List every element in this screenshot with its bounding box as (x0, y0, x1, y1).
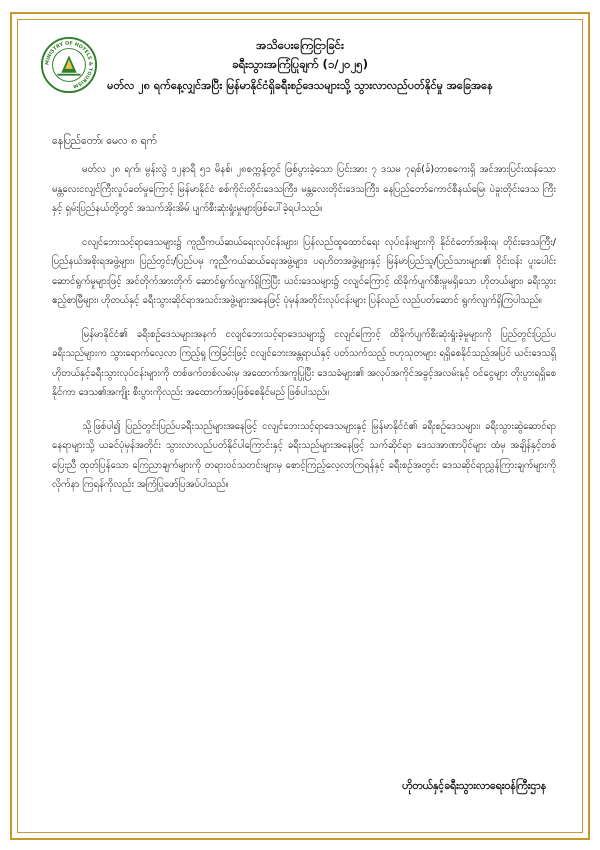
issuer-signature: ဟိုတယ်နှင့်ခရီးသွားလာရေးဝန်ကြီးဌာန (402, 780, 546, 792)
paragraph: မြန်မာနိုင်ငံ၏ ခရီးစဉ်ဒေသများအနက် ငလျင်ဘေးသင့်ရာဒေသများ၌ ငလျင်ကြောင့် ထိခိုက်ပျက်စီးဆုံးရှုံးခဲ့မှုများကို ပြည်တွင်းပြည်ပခရီးသည်များက သွားရောက်လေ့လာ ကြည့်ရှု ကြခြင်းဖြင့် ငလျင်ဘေးအန္တရာယ်နှင့် ပတ်သက်သည့် ဗဟုသုတများ ရရှိစေနိုင်သည့်အပြင် ယင်းဒေသရှိ ဟိုတယ်နှင့်ခရီးသွားလုပ်ငန်းများကို တစ်ဖက်တစ်လမ်းမှ အထောက်အကူပြုပြီး ဒေသခံများ၏ အလုပ်အကိုင်အခွင့်အလမ်းနှင့် ဝင်ငွေများ တိုးပွားရရှိစေနိုင်ကာ ဒေသ၏အကျိုး စီးပွားကိုလည်း အထောက်အပံ့ဖြစ်စေနိုင်မည် ဖြစ်ပါသည်။ (52, 328, 556, 398)
dateline: နေပြည်တော်၊ မေလ ၈ ရက် (52, 135, 157, 147)
paragraph: မတ်လ ၂၈ ရက်၊ မွန်းလွဲ ၁၂နာရီ ၅၁ မိနစ်၊ ၂၈စက္ကန့်တွင် ဖြစ်ပွားခဲ့သော ပြင်းအား ၇ ဒသမ ၇ရစ်(ခ်)တာစကေးရှိ အင်အားပြင်းထန်သော မန္တလေးငလျင်ကြီးလှုပ်ခတ်မှုကြောင့် မြန်မာနိုင်ငံ စစ်ကိုင်းတိုင်းဒေသကြီး၊ မန္တလေးတိုင်းဒေသကြီး၊ နေပြည်တော်ကောင်စီနယ်မြေ၊ ပဲခူးတိုင်းဒေသ ကြီးနှင့် ရှမ်းပြည်နယ်တို့တွင် အသက်အိုးအိမ် ပျက်စီးဆုံးရှုံးမှုများဖြစ်ပေါ်ခဲ့ရပါသည်။ (52, 164, 556, 214)
document-headline: မတ်လ ၂၈ ရက်နေ့လျှင်အပြီး မြန်မာနိုင်ငံရှိခရီးစဉ်ဒေသများသို့ သွားလာလည်ပတ်နိုင်မှု အခြေအနေ (107, 79, 493, 92)
paragraph: ငလျင်ဘေးသင့်ရာဒေသများ၌ ကူညီကယ်ဆယ်ရေးလုပ်ငန်းများ၊ ပြန်လည်ထူထောင်ရေး လုပ်ငန်းများကို နိုင်ငံတော်အစိုးရ၊ တိုင်းဒေသကြီး/ပြည်နယ်အစိုးရအဖွဲ့များ၊ ပြည်တွင်း/ပြည်ပမှ ကူညီကယ်ဆယ်ရေးအဖွဲ့များ၊ ပရဟိတအဖွဲ့များနှင့် မြန်မာပြည်သူ/ပြည်သားများ၏ ဝိုင်းဝန်း ပူးပေါင်းဆောင်ရွက်မှုများဖြင့် အင်တိုက်အားတိုက် ဆောင်ရွက်လျက်ရှိကြပြီး ယင်းဒေသများ၌ ငလျင်ကြောင့် ထိခိုက်ပျက်စီးမှုမရှိသော ဟိုတယ်များ၊ ခရီးသွားဧည့်စာမြီများ၊ ဟိုတယ်နှင့် ခရီးသွားဆိုင်ရာအသင်းအဖွဲ့များအနေဖြင့် ပုံမှန်အတိုင်းလုပ်ငန်းများ ပြန်လည် လည်ပတ်ဆောင် ရွက်လျက်ရှိကြပါသည်။ (52, 236, 556, 306)
document-body (52, 160, 556, 509)
document-page (10, 12, 590, 840)
document-header (30, 36, 570, 95)
notice-label: အသိပေးကြေငြာခြင်း (256, 38, 344, 52)
announcement-number: ခရီးသွားအကြံပြုချက် (၁/၂၀၂၅) (232, 57, 368, 71)
seal-text: MINISTRY OF HOTELS & TOURISM (45, 41, 93, 88)
paragraph: သို့ဖြစ်ပါ၍ ပြည်တွင်းပြည်ပခရီးသည်များအနေဖြင့် ငလျင်ဘေးသင့်ရာဒေသများနှင့် မြန်မာနိုင်ငံ၏ ခရီးစဉ်ဒေသများ၊ ခရီးသွားဆွဲဆောင်ရာနေရာများသို့ ယခင်ပုံမှန်အတိုင်း သွားလာလည်ပတ်နိုင်ပါကြောင်းနှင့် ခရီးသည်များအနေဖြင့် သက်ဆိုင်ရာ ဒေသအာဏာပိုင်များ ထံမှ အချိန်နှင့်တစ်ပြေးညီ ထုတ်ပြန်သော ကြေညာချက်များကို တရားဝင်သတင်းများမှ စောင့်ကြည့်လေ့လာကြရန်နှင့် ခရီးစဉ်အတွင်း ဒေသဆိုင်ရာညွှန်ကြားချက်များကို လိုက်နာ ကြရန်ကိုလည်း အကြံပြုဖော်ပြအပ်ပါသည်။ (52, 420, 556, 490)
